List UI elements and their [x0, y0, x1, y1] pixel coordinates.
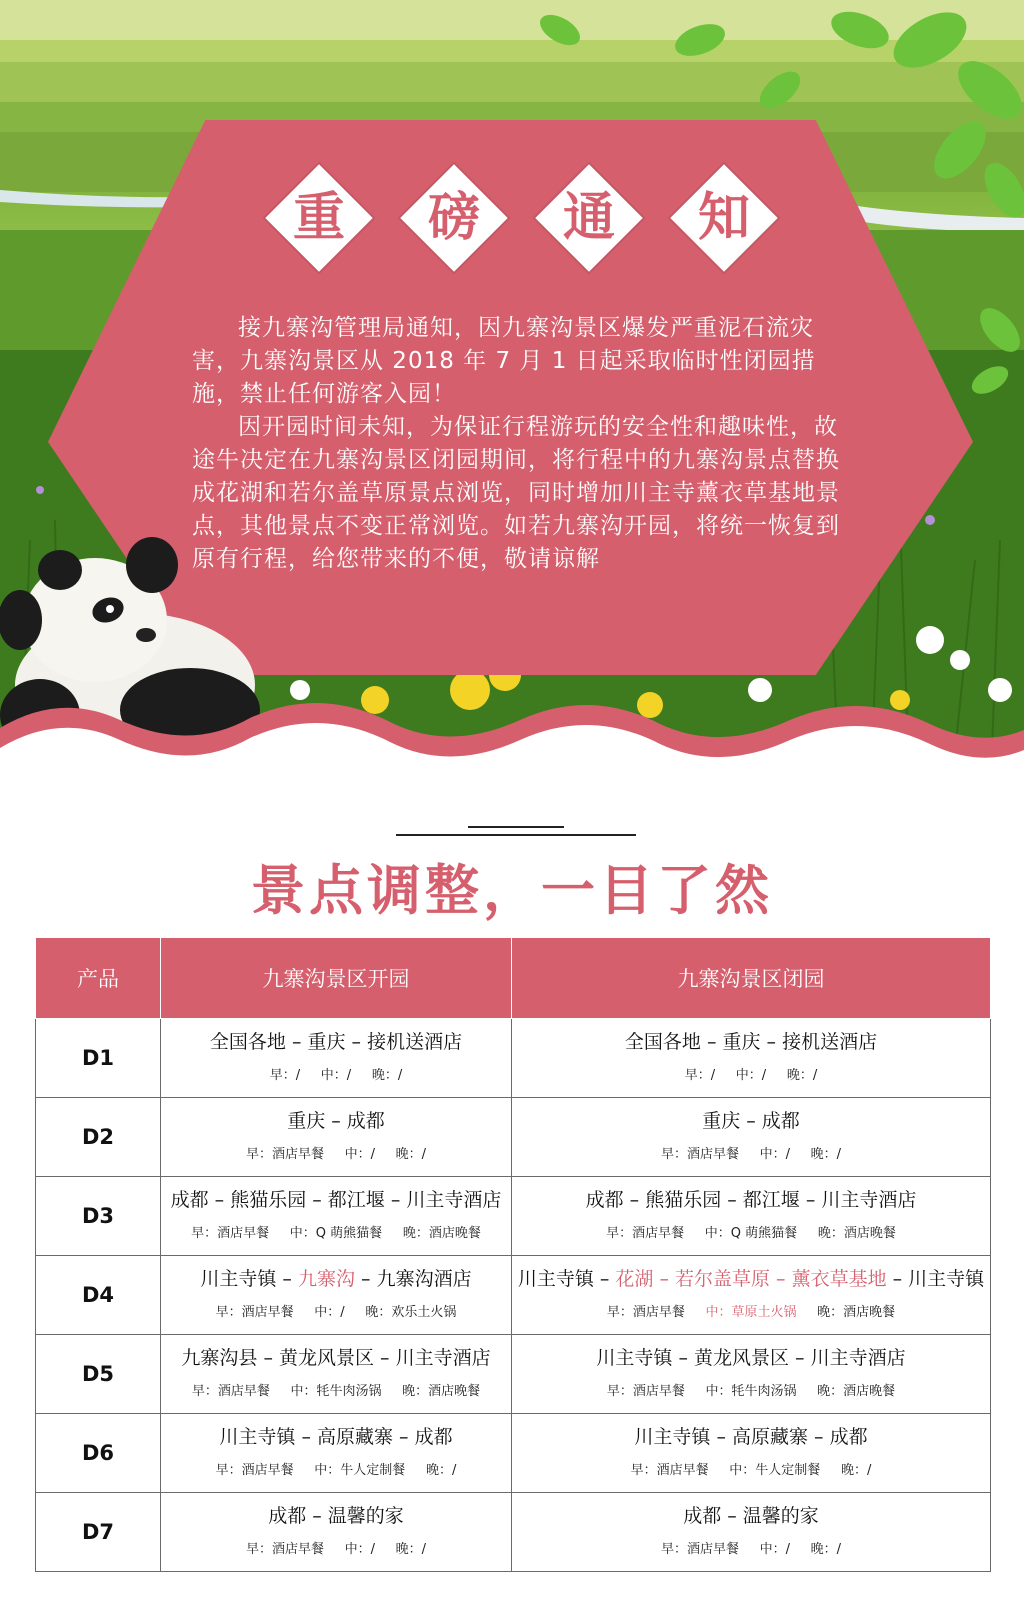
- meals-text: [161, 1303, 511, 1323]
- open-itinerary-cell: [161, 1177, 512, 1256]
- route-highlight: 花湖 – 若尔盖草原 – 薰衣草基地: [615, 1268, 887, 1290]
- route-highlight: 九寨沟: [297, 1268, 355, 1290]
- route-text: [161, 1030, 511, 1054]
- route-text: [512, 1109, 990, 1133]
- route-segment: 全国各地 – 重庆 – 接机送酒店: [624, 1031, 878, 1053]
- day-cell: D1: [36, 1019, 161, 1098]
- meal-segment: 早：酒店早餐 中：/ 晚：/: [660, 1147, 842, 1162]
- day-cell: D2: [36, 1098, 161, 1177]
- meal-segment: 早：酒店早餐 中：/ 晚：/: [660, 1542, 842, 1557]
- open-itinerary-cell: [161, 1414, 512, 1493]
- route-text: [512, 1267, 990, 1291]
- route-segment: 川主寺镇 – 高原藏寨 – 成都: [634, 1426, 868, 1448]
- open-itinerary-cell: [161, 1335, 512, 1414]
- section-title: 景点调整，一目了然: [251, 859, 773, 922]
- meal-segment: 早：酒店早餐 中：牦牛肉汤锅 晚：酒店晚餐: [606, 1384, 896, 1399]
- day-cell: D3: [36, 1177, 161, 1256]
- closed-itinerary-cell: [512, 1019, 991, 1098]
- heading-char: 磅: [427, 187, 480, 248]
- route-text: [512, 1425, 990, 1449]
- meal-segment: 早：酒店早餐 中：Q 萌熊猫餐 晚：酒店晚餐: [191, 1226, 481, 1241]
- day-cell: D6: [36, 1414, 161, 1493]
- meals-text: [161, 1540, 511, 1560]
- closed-itinerary-cell: [512, 1414, 991, 1493]
- route-segment: 川主寺镇 –: [517, 1268, 616, 1290]
- table-header-row: [36, 938, 991, 1019]
- route-text: [512, 1188, 990, 1212]
- closed-itinerary-cell: [512, 1177, 991, 1256]
- header-closed: 九寨沟景区闭园: [512, 938, 991, 1019]
- route-segment: 川主寺镇 – 黄龙风景区 – 川主寺酒店: [596, 1347, 906, 1369]
- table-row: [36, 1098, 991, 1177]
- notice-paragraph-2: 因开园时间未知，为保证行程游玩的安全性和趣味性，故途牛决定在九寨沟景区闭园期间，将行程中的九寨沟景点替换成花湖和若尔盖草原景点浏览，同时增加川主寺薰衣草基地景点，其他景点不变正常浏览。如若九寨沟开园，将统一恢复到原有行程，给您带来的不便，敬请谅解: [192, 414, 840, 572]
- meal-segment: 早：酒店早餐: [606, 1305, 706, 1320]
- heading-char: 通: [562, 187, 615, 248]
- meal-segment: 早：酒店早餐 中：/ 晚：/: [245, 1147, 427, 1162]
- meal-segment: 早：酒店早餐 中：Q 萌熊猫餐 晚：酒店晚餐: [606, 1226, 896, 1241]
- closed-itinerary-cell: [512, 1335, 991, 1414]
- route-segment: 成都 – 温馨的家: [268, 1505, 404, 1527]
- meals-text: [512, 1224, 990, 1244]
- meal-segment: 早：/ 中：/ 晚：/: [684, 1068, 818, 1083]
- meals-text: [161, 1382, 511, 1402]
- meals-text: [161, 1224, 511, 1244]
- route-text: [512, 1504, 990, 1528]
- route-segment: 成都 – 熊猫乐园 – 都江堰 – 川主寺酒店: [170, 1189, 502, 1211]
- meal-segment: 早：酒店早餐 中：牛人定制餐 晚：/: [630, 1463, 872, 1478]
- route-text: [161, 1346, 511, 1370]
- route-text: [161, 1425, 511, 1449]
- table-row: [36, 1256, 991, 1335]
- table-row: [36, 1019, 991, 1098]
- route-segment: 川主寺镇 – 高原藏寨 – 成都: [219, 1426, 453, 1448]
- meal-segment: 早：/ 中：/ 晚：/: [269, 1068, 403, 1083]
- meal-highlight: 中：草原土火锅: [705, 1305, 797, 1320]
- heading-decoration: [396, 826, 636, 840]
- meal-segment: 早：酒店早餐 中：/ 晚：/: [245, 1542, 427, 1557]
- route-segment: – 九寨沟酒店: [355, 1268, 472, 1290]
- route-segment: 重庆 – 成都: [702, 1110, 800, 1132]
- route-segment: 成都 – 温馨的家: [683, 1505, 819, 1527]
- header-open: 九寨沟景区开园: [161, 938, 512, 1019]
- route-text: [161, 1109, 511, 1133]
- meal-segment: 早：酒店早餐 中：牦牛肉汤锅 晚：酒店晚餐: [191, 1384, 481, 1399]
- meals-text: [512, 1066, 990, 1086]
- route-text: [512, 1346, 990, 1370]
- route-segment: 川主寺镇 –: [200, 1268, 298, 1290]
- day-cell: D5: [36, 1335, 161, 1414]
- meals-text: [512, 1540, 990, 1560]
- meals-text: [161, 1066, 511, 1086]
- header-product: 产品: [36, 938, 161, 1019]
- meal-segment: 早：酒店早餐 中：/ 晚：欢乐土火锅: [215, 1305, 457, 1320]
- table-body: [36, 1019, 991, 1572]
- meals-text: [512, 1303, 990, 1323]
- notice-text: [192, 312, 852, 576]
- route-segment: 成都 – 熊猫乐园 – 都江堰 – 川主寺酒店: [585, 1189, 917, 1211]
- closed-itinerary-cell: [512, 1098, 991, 1177]
- open-itinerary-cell: [161, 1256, 512, 1335]
- table-row: [36, 1177, 991, 1256]
- route-text: [512, 1030, 990, 1054]
- meals-text: [161, 1461, 511, 1481]
- meals-text: [512, 1461, 990, 1481]
- heading-char: 知: [697, 187, 750, 248]
- notice-paragraph-1: 接九寨沟管理局通知，因九寨沟景区爆发严重泥石流灾害，九寨沟景区从 2018 年 7 月 1 日起采取临时性闭园措施，禁止任何游客入园！: [192, 315, 816, 407]
- meal-segment: 早：酒店早餐 中：牛人定制餐 晚：/: [215, 1463, 457, 1478]
- open-itinerary-cell: [161, 1019, 512, 1098]
- meal-segment: 晚：酒店晚餐: [796, 1305, 896, 1320]
- route-segment: – 川主寺镇: [886, 1268, 985, 1290]
- route-text: [161, 1504, 511, 1528]
- meals-text: [161, 1145, 511, 1165]
- meals-text: [512, 1145, 990, 1165]
- day-cell: D7: [36, 1493, 161, 1572]
- closed-itinerary-cell: [512, 1493, 991, 1572]
- table-row: [36, 1493, 991, 1572]
- route-segment: 重庆 – 成都: [287, 1110, 385, 1132]
- meals-text: [512, 1382, 990, 1402]
- itinerary-table: [35, 938, 991, 1572]
- route-segment: 全国各地 – 重庆 – 接机送酒店: [209, 1031, 463, 1053]
- wave-border: [0, 690, 1024, 800]
- route-text: [161, 1188, 511, 1212]
- open-itinerary-cell: [161, 1493, 512, 1572]
- day-cell: D4: [36, 1256, 161, 1335]
- route-text: [161, 1267, 511, 1291]
- table-row: [36, 1414, 991, 1493]
- table-row: [36, 1335, 991, 1414]
- open-itinerary-cell: [161, 1098, 512, 1177]
- heading-char: 重: [292, 187, 345, 248]
- closed-itinerary-cell: [512, 1256, 991, 1335]
- route-segment: 九寨沟县 – 黄龙风景区 – 川主寺酒店: [181, 1347, 491, 1369]
